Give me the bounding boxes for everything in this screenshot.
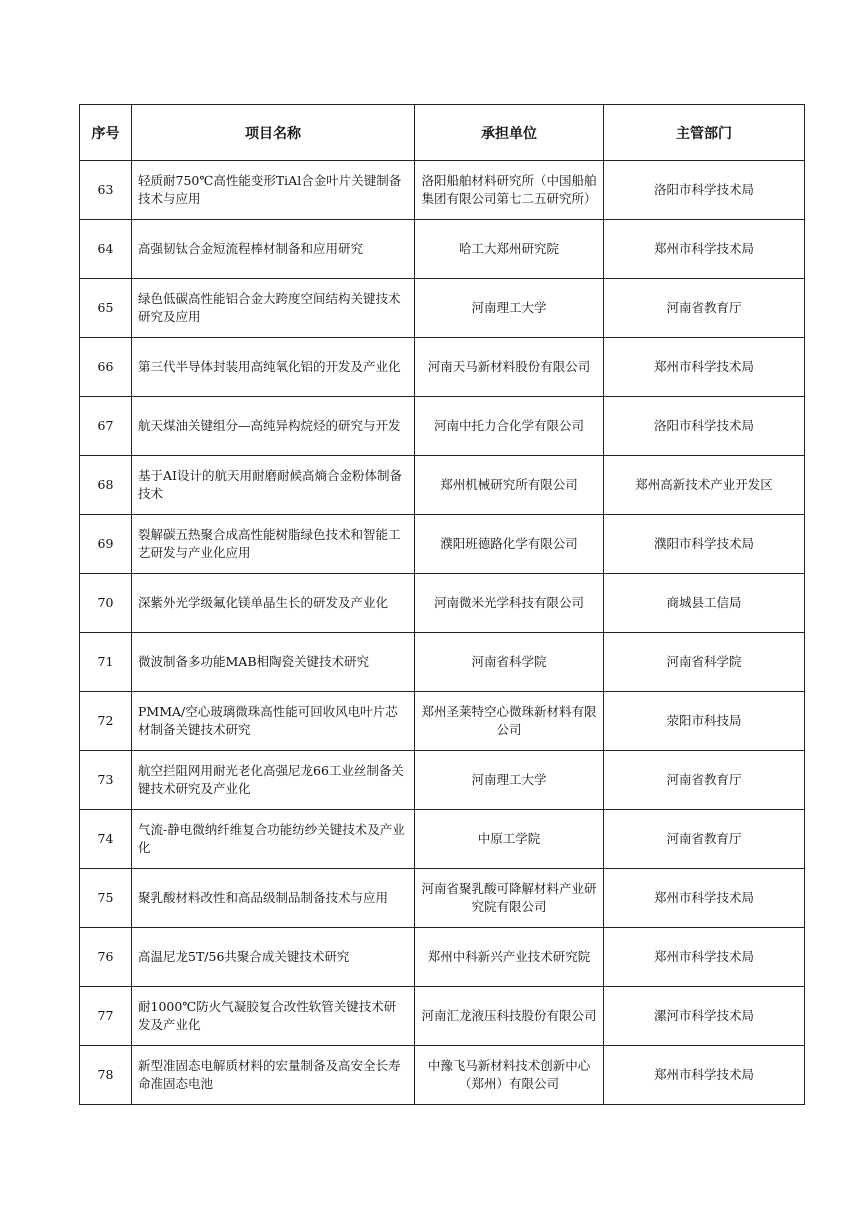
cell-undertaking-unit: 郑州机械研究所有限公司 — [415, 456, 604, 515]
table-row — [80, 1046, 805, 1105]
header-project-name: 项目名称 — [132, 105, 415, 161]
cell-serial-number: 77 — [80, 987, 132, 1046]
cell-undertaking-unit: 哈工大郑州研究院 — [415, 220, 604, 279]
table-row — [80, 161, 805, 220]
cell-undertaking-unit: 河南中托力合化学有限公司 — [415, 397, 604, 456]
cell-project-name: 航空拦阻网用耐光老化高强尼龙66工业丝制备关键技术研究及产业化 — [132, 751, 415, 810]
table-row — [80, 928, 805, 987]
cell-serial-number: 63 — [80, 161, 132, 220]
cell-undertaking-unit: 河南天马新材料股份有限公司 — [415, 338, 604, 397]
cell-project-name: 基于AI设计的航天用耐磨耐候高熵合金粉体制备技术 — [132, 456, 415, 515]
table-row — [80, 338, 805, 397]
cell-serial-number: 64 — [80, 220, 132, 279]
cell-project-name: 绿色低碳高性能铝合金大跨度空间结构关键技术研究及应用 — [132, 279, 415, 338]
cell-serial-number: 67 — [80, 397, 132, 456]
table-row — [80, 751, 805, 810]
cell-competent-department: 商城县工信局 — [604, 574, 805, 633]
cell-serial-number: 65 — [80, 279, 132, 338]
cell-undertaking-unit: 郑州圣莱特空心微珠新材料有限公司 — [415, 692, 604, 751]
table-row — [80, 692, 805, 751]
project-table — [79, 104, 805, 1105]
cell-project-name: 高强韧钛合金短流程棒材制备和应用研究 — [132, 220, 415, 279]
cell-project-name: 轻质耐750℃高性能变形TiAl合金叶片关键制备技术与应用 — [132, 161, 415, 220]
cell-serial-number: 73 — [80, 751, 132, 810]
cell-project-name: 气流-静电微纳纤维复合功能纺纱关键技术及产业化 — [132, 810, 415, 869]
cell-competent-department: 郑州市科学技术局 — [604, 220, 805, 279]
cell-project-name: 航天煤油关键组分—高纯异构烷烃的研究与开发 — [132, 397, 415, 456]
cell-competent-department: 河南省科学院 — [604, 633, 805, 692]
table-row — [80, 220, 805, 279]
cell-competent-department: 濮阳市科学技术局 — [604, 515, 805, 574]
cell-serial-number: 76 — [80, 928, 132, 987]
table-row — [80, 810, 805, 869]
cell-competent-department: 荥阳市科技局 — [604, 692, 805, 751]
header-undertaking-unit: 承担单位 — [415, 105, 604, 161]
cell-project-name: 聚乳酸材料改性和高品级制品制备技术与应用 — [132, 869, 415, 928]
cell-competent-department: 河南省教育厅 — [604, 751, 805, 810]
cell-project-name: 耐1000℃防火气凝胶复合改性软管关键技术研发及产业化 — [132, 987, 415, 1046]
cell-project-name: 高温尼龙5T/56共聚合成关键技术研究 — [132, 928, 415, 987]
cell-competent-department: 洛阳市科学技术局 — [604, 397, 805, 456]
cell-undertaking-unit: 中豫飞马新材料技术创新中心（郑州）有限公司 — [415, 1046, 604, 1105]
cell-competent-department: 郑州市科学技术局 — [604, 338, 805, 397]
cell-project-name: PMMA/空心玻璃微珠高性能可回收风电叶片芯材制备关键技术研究 — [132, 692, 415, 751]
table-row — [80, 987, 805, 1046]
cell-undertaking-unit: 河南省聚乳酸可降解材料产业研究院有限公司 — [415, 869, 604, 928]
cell-undertaking-unit: 濮阳班德路化学有限公司 — [415, 515, 604, 574]
table-row — [80, 456, 805, 515]
cell-competent-department: 郑州市科学技术局 — [604, 1046, 805, 1105]
table-row — [80, 633, 805, 692]
cell-serial-number: 68 — [80, 456, 132, 515]
cell-serial-number: 70 — [80, 574, 132, 633]
cell-serial-number: 75 — [80, 869, 132, 928]
cell-project-name: 第三代半导体封装用高纯氧化铝的开发及产业化 — [132, 338, 415, 397]
cell-competent-department: 郑州高新技术产业开发区 — [604, 456, 805, 515]
cell-undertaking-unit: 洛阳船舶材料研究所（中国船舶集团有限公司第七二五研究所） — [415, 161, 604, 220]
table-row — [80, 869, 805, 928]
table-header-row — [80, 105, 805, 161]
cell-project-name: 微波制备多功能MAB相陶瓷关键技术研究 — [132, 633, 415, 692]
cell-undertaking-unit: 河南微米光学科技有限公司 — [415, 574, 604, 633]
cell-project-name: 深紫外光学级氟化镁单晶生长的研发及产业化 — [132, 574, 415, 633]
header-serial-number: 序号 — [80, 105, 132, 161]
cell-serial-number: 71 — [80, 633, 132, 692]
cell-competent-department: 河南省教育厅 — [604, 279, 805, 338]
cell-competent-department: 郑州市科学技术局 — [604, 928, 805, 987]
cell-serial-number: 69 — [80, 515, 132, 574]
cell-undertaking-unit: 河南省科学院 — [415, 633, 604, 692]
cell-project-name: 裂解碳五热聚合成高性能树脂绿色技术和智能工艺研发与产业化应用 — [132, 515, 415, 574]
table-row — [80, 574, 805, 633]
table-row — [80, 279, 805, 338]
cell-serial-number: 72 — [80, 692, 132, 751]
cell-serial-number: 74 — [80, 810, 132, 869]
cell-undertaking-unit: 河南理工大学 — [415, 279, 604, 338]
cell-competent-department: 漯河市科学技术局 — [604, 987, 805, 1046]
cell-serial-number: 66 — [80, 338, 132, 397]
cell-competent-department: 洛阳市科学技术局 — [604, 161, 805, 220]
cell-serial-number: 78 — [80, 1046, 132, 1105]
table-row — [80, 397, 805, 456]
cell-undertaking-unit: 郑州中科新兴产业技术研究院 — [415, 928, 604, 987]
table-row — [80, 515, 805, 574]
cell-undertaking-unit: 河南汇龙液压科技股份有限公司 — [415, 987, 604, 1046]
cell-competent-department: 河南省教育厅 — [604, 810, 805, 869]
cell-competent-department: 郑州市科学技术局 — [604, 869, 805, 928]
cell-undertaking-unit: 河南理工大学 — [415, 751, 604, 810]
cell-project-name: 新型准固态电解质材料的宏量制备及高安全长寿命准固态电池 — [132, 1046, 415, 1105]
header-competent-department: 主管部门 — [604, 105, 805, 161]
cell-undertaking-unit: 中原工学院 — [415, 810, 604, 869]
